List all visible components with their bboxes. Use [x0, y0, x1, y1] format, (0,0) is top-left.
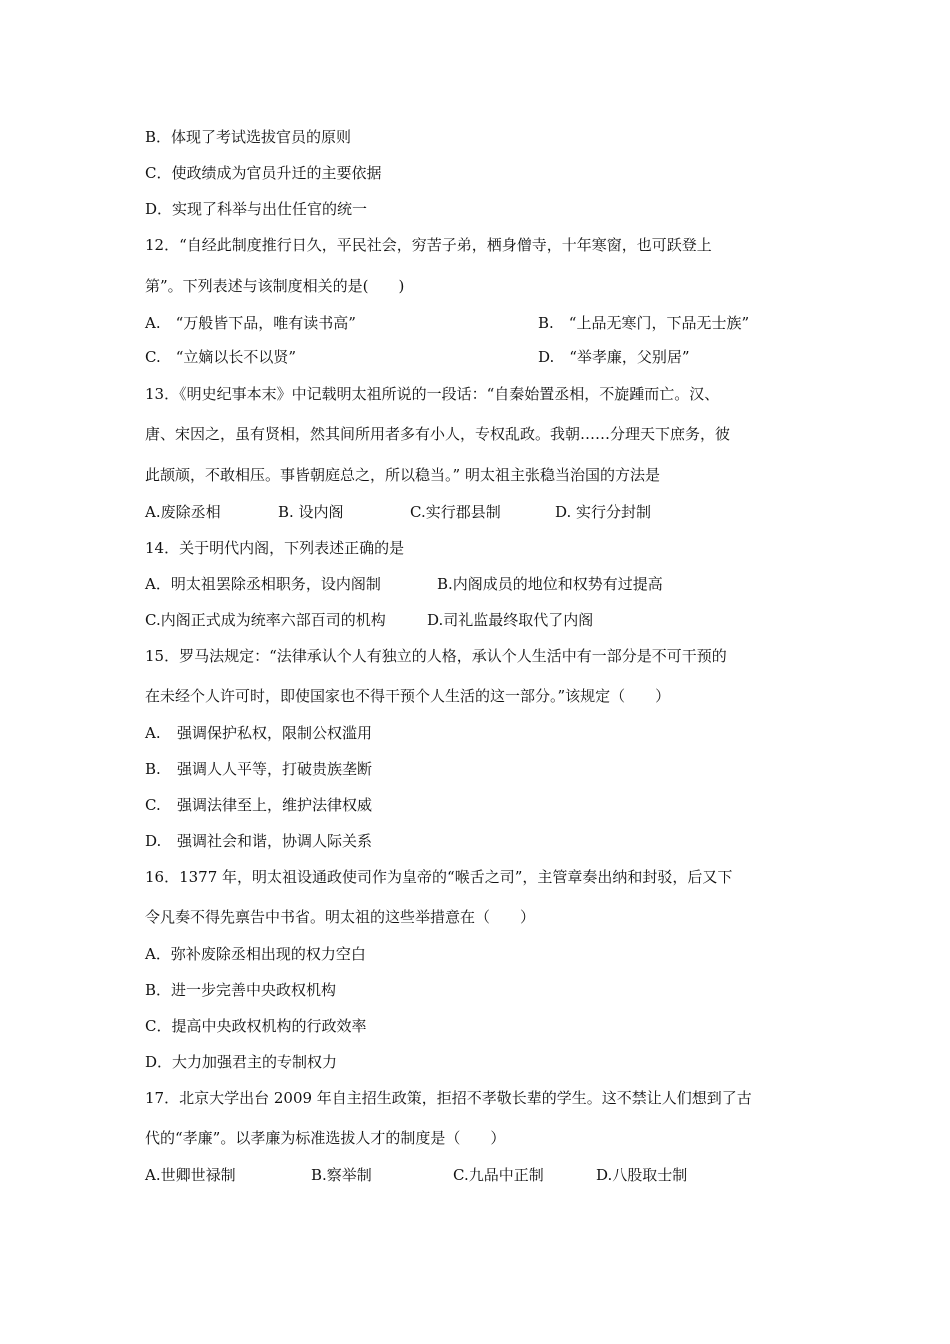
q13-stem-line1: 13．《明史纪事本末》中记载明太祖所说的一段话：“自秦始置丞相，不旋踵而亡。汉、 — [145, 385, 720, 403]
q12-option-d: D. “举孝廉，父别居” — [538, 348, 690, 366]
q17-option-a: A.世卿世禄制 — [145, 1166, 236, 1184]
q15-option-a-key: A. — [145, 724, 161, 742]
q15-option-b — [145, 759, 372, 779]
q15-option-b-key: B. — [145, 760, 161, 778]
q15-option-d-key: D. — [145, 832, 162, 850]
q11-option-c: C．使政绩成为官员升迁的主要依据 — [145, 164, 382, 182]
q16-option-c: C．提高中央政权机构的行政效率 — [145, 1017, 367, 1035]
q16-stem-line1: 16．1377 年，明太祖设通政使司作为皇帝的“喉舌之司”，主管章奏出纳和封驳，后又下 — [145, 868, 733, 886]
q16-option-a: A．弥补废除丞相出现的权力空白 — [145, 945, 366, 963]
q16-option-b: B．进一步完善中央政权机构 — [145, 981, 337, 999]
q15-option-a-text: 强调保护私权，限制公权滥用 — [177, 724, 373, 742]
q15-option-d — [145, 831, 372, 851]
q12-option-c: C. “立嫡以长不以贤” — [145, 348, 297, 366]
q12-option-a: A. “万般皆下品，唯有读书高” — [145, 314, 356, 332]
q14-stem: 14．关于明代内阁，下列表述正确的是 — [145, 539, 405, 557]
q13-option-b: B. 设内阁 — [278, 503, 344, 521]
q13-option-c: C.实行郡县制 — [410, 503, 501, 521]
q12-stem-line2: 第”。下列表述与该制度相关的是( ) — [145, 277, 405, 295]
q14-option-d: D.司礼监最终取代了内阁 — [427, 611, 594, 629]
q11-option-d: D．实现了科举与出仕任官的统一 — [145, 200, 368, 218]
q17-option-d: D.八股取士制 — [596, 1166, 688, 1184]
q17-stem-line1: 17．北京大学出台 2009 年自主招生政策，拒招不孝敬长辈的学生。这不禁让人们想到了古 — [145, 1089, 752, 1107]
q15-option-a — [145, 723, 372, 743]
q15-stem-line2: 在未经个人许可时，即使国家也不得干预个人生活的这一部分。”该规定（ ） — [145, 687, 671, 705]
q17-option-c: C.九品中正制 — [453, 1166, 544, 1184]
q14-option-b: B.内阁成员的地位和权势有过提高 — [437, 575, 663, 593]
q14-option-a: A．明太祖罢除丞相职务，设内阁制 — [145, 575, 381, 593]
q13-option-a: A.废除丞相 — [145, 503, 221, 521]
q17-option-b: B.察举制 — [311, 1166, 372, 1184]
q13-stem-line3: 此颉颃，不敢相压。事皆朝庭总之，所以稳当。” 明太祖主张稳当治国的方法是 — [145, 466, 660, 484]
q15-option-c — [145, 795, 372, 815]
q11-option-b: B．体现了考试选拔官员的原则 — [145, 128, 352, 146]
q13-stem-line2: 唐、宋因之，虽有贤相，然其间所用者多有小人，专权乱政。我朝……分理天下庶务，彼 — [145, 425, 731, 443]
q15-option-c-text: 强调法律至上，维护法律权威 — [177, 796, 373, 814]
q12-stem-line1: 12．“自经此制度推行日久，平民社会，穷苦子弟，栖身僧寺，十年寒窗，也可跃登上 — [145, 236, 712, 254]
q16-option-d: D．大力加强君主的专制权力 — [145, 1053, 338, 1071]
q15-option-d-text: 强调社会和谐，协调人际关系 — [177, 832, 373, 850]
q13-option-d: D. 实行分封制 — [555, 503, 652, 521]
q17-stem-line2: 代的“孝廉”。以孝廉为标准选拔人才的制度是（ ） — [145, 1129, 506, 1147]
q14-option-c: C.内阁正式成为统率六部百司的机构 — [145, 611, 386, 629]
q12-option-b: B. “上品无寒门，下品无士族” — [538, 314, 750, 332]
q15-stem-line1: 15．罗马法规定：“法律承认个人有独立的人格，承认个人生活中有一部分是不可干预的 — [145, 647, 727, 665]
q16-stem-line2: 令凡奏不得先禀告中书省。明太祖的这些举措意在（ ） — [145, 908, 536, 926]
q15-option-c-key: C. — [145, 796, 161, 814]
q15-option-b-text: 强调人人平等，打破贵族垄断 — [177, 760, 373, 778]
